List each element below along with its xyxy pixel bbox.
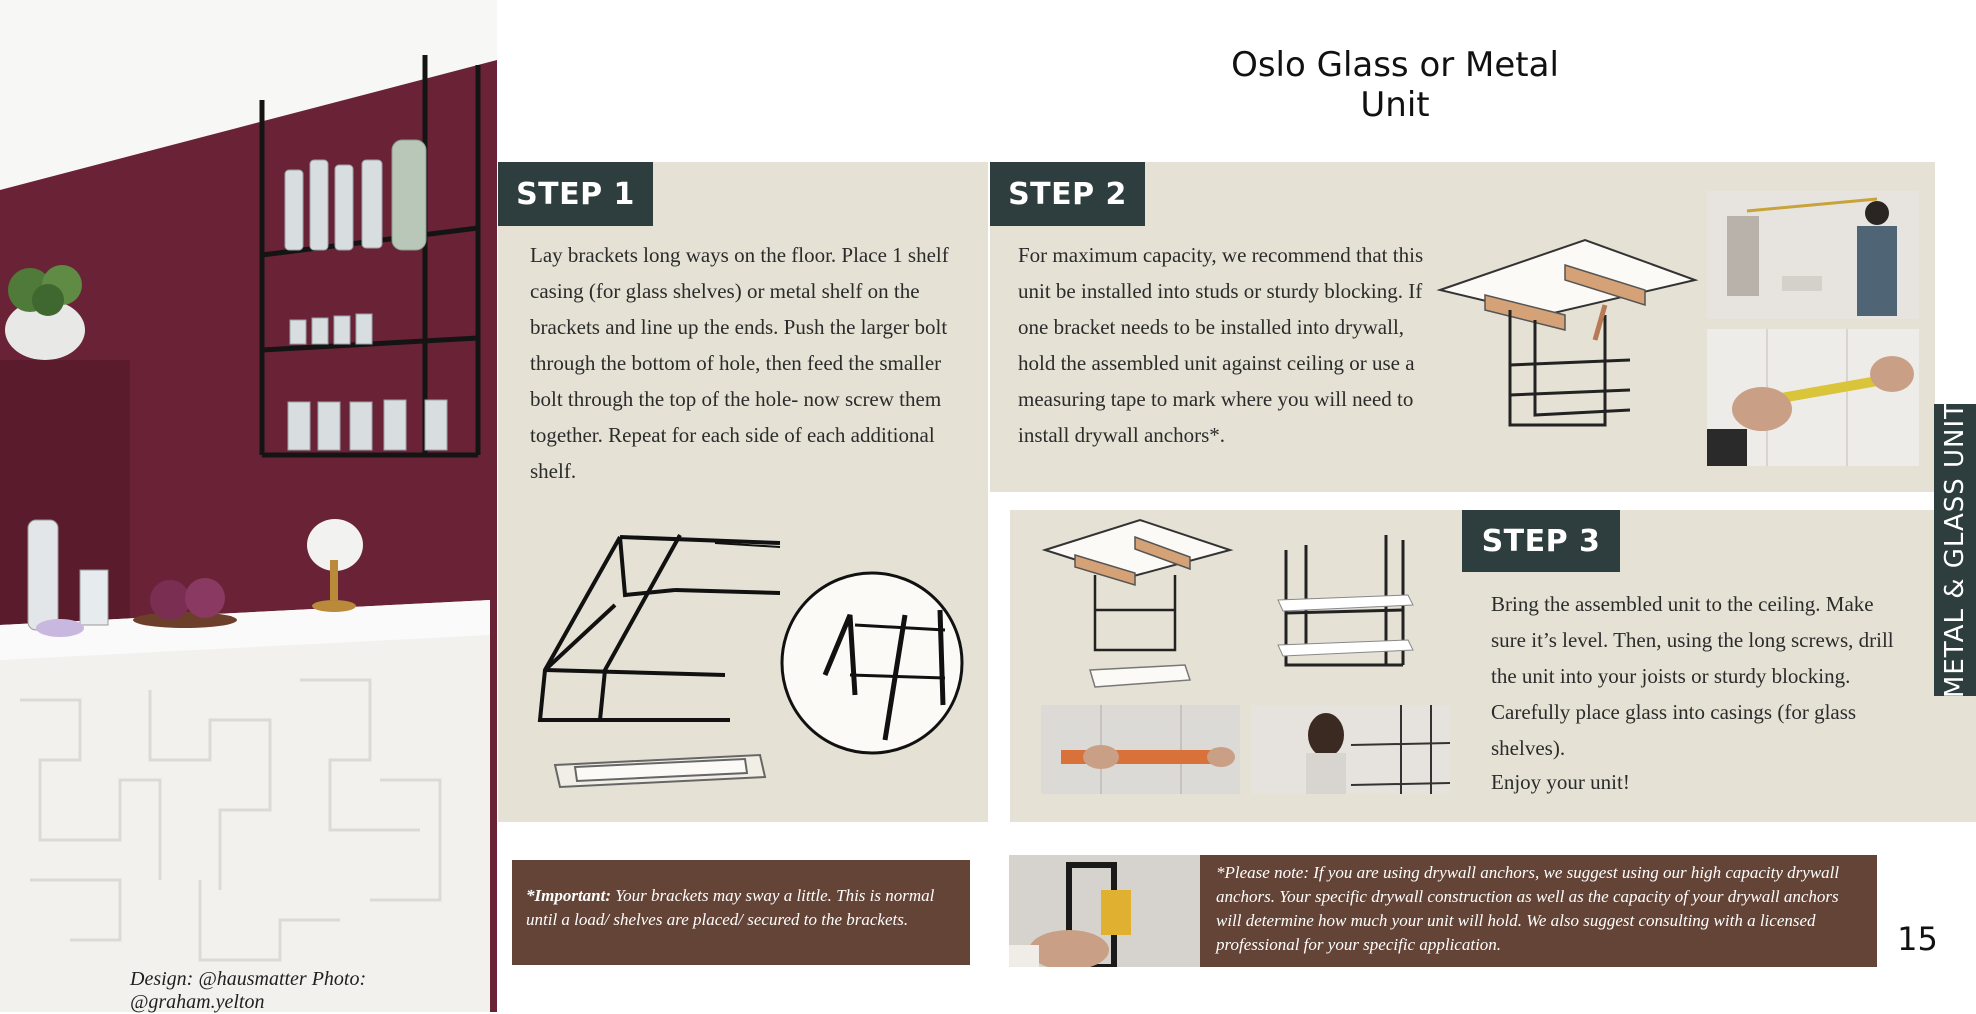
important-note-text: Your brackets may sway a little. This is normal until a load/ shelves are placed/ secured to the brackets. [526,886,935,929]
step2-text: For maximum capacity, we recommend that this unit be installed into studs or sturdy blocking. If one bracket needs to be installed into drywall, hold the assembled unit against ceiling or use a measuring tape to mark where you will need to install drywall anchors*. [1018,243,1424,447]
step2-badge: STEP 2 [990,162,1145,226]
photo-credit: Design: @hausmatter Photo: @graham.yelton [130,968,367,1013]
step1-text: Lay brackets long ways on the floor. Place 1 shelf casing (for glass shelves) or metal shelf on the brackets and line up the ends. Push the larger bolt through the bottom of hole, then feed the smaller bolt through the top of the hole- now screw them together. Repeat for each side of each additional shelf. [530,243,949,483]
important-note [512,860,970,965]
step3-diagram-glass [1268,525,1418,685]
interior-photo [0,0,497,1012]
step3-photo-placing-glass [1251,705,1450,794]
step2-diagram [1435,235,1700,435]
drywall-note: *Please note: If you are using drywall anchors, we suggest using our high capacity drywall anchors. Your specific drywall construction as well as the capacity of your drywall anchors will determine how much your unit will hold. We also suggest consulting with a licensed professional for your specific application. [1200,855,1877,967]
bracket-assembly-drawing [540,535,780,720]
drywall-note-photo [1009,855,1200,967]
step1-badge: STEP 1 [498,162,653,226]
side-tab-label: METAL & GLASS UNIT [1940,401,1970,699]
step3-text-closing: Enjoy your unit! [1491,770,1630,794]
side-tab [1934,401,1976,699]
important-note-label: *Important: [526,886,612,905]
interior-photo-illustration [0,0,497,1012]
step3-text: Bring the assembled unit to the ceiling. Make sure it’s level. Then, using the long screws, drill the unit into your joists or sturdy blocking. Carefully place glass into casings (for glass shelves). [1491,592,1894,760]
page-number: 15 [1897,920,1938,958]
step1-diagram [525,515,980,800]
step3-badge: STEP 3 [1462,510,1620,572]
page-title: Oslo Glass or Metal Unit [1231,45,1559,125]
step3-photo-level [1041,705,1240,794]
shelf-casing-drawing [555,755,765,787]
step3-diagram-ceiling [1040,515,1235,700]
step2-photo-tape-measure [1707,329,1919,466]
detail-circle [782,573,962,753]
step2-photo-measuring-wall [1707,191,1919,319]
